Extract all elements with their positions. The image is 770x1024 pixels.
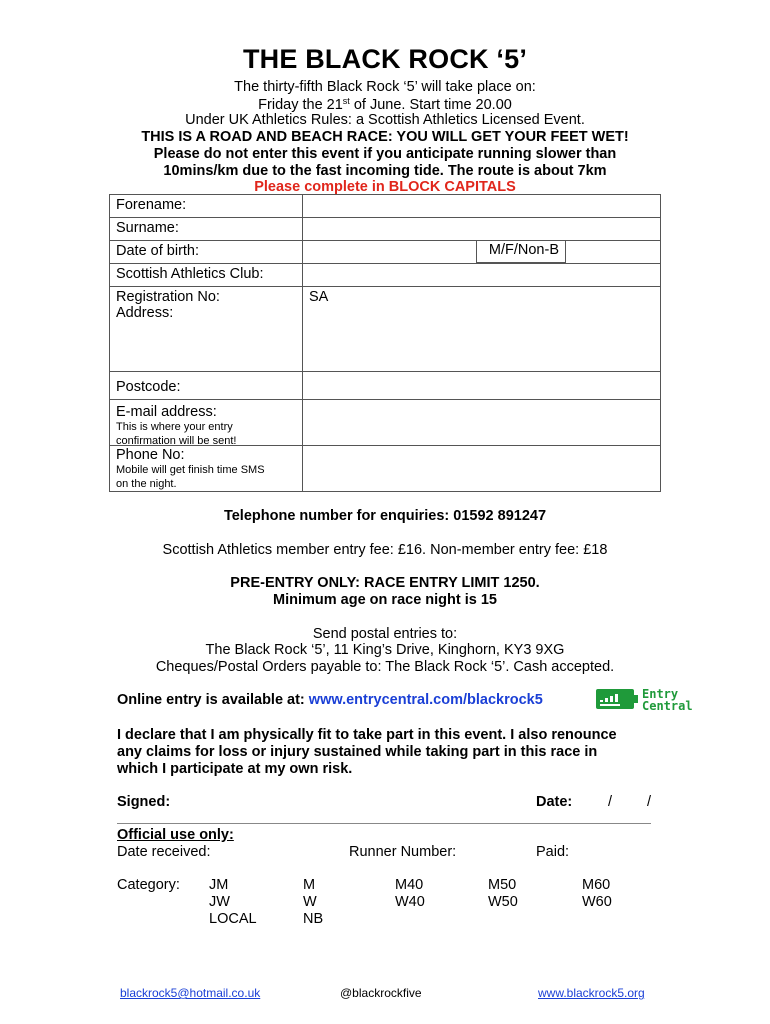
logo-text-entry: Entry [642, 687, 679, 701]
address-label: Address: [116, 305, 174, 321]
category-jm: JM [209, 877, 229, 893]
pace-warning-2: 10mins/km due to the fast incoming tide. The route is about 7km [163, 163, 607, 179]
signature-line[interactable] [117, 823, 651, 824]
forename-row [110, 195, 660, 218]
declaration-line-1: I declare that I am physically fit to take part in this event. I also renounce [117, 727, 617, 743]
date-slash-1: / [608, 794, 613, 810]
phone-row [110, 446, 660, 491]
official-use-heading: Official use only: [117, 827, 234, 843]
phone-field[interactable] [303, 446, 660, 491]
declaration-line-2: any claims for loss or injury sustained while taking part in this race in [117, 744, 598, 760]
registration-label: Registration No: [116, 289, 220, 305]
surname-label: Surname: [110, 218, 303, 240]
signed-label: Signed: [117, 794, 171, 810]
enquiries-telephone: Telephone number for enquiries: 01592 891247 [223, 508, 547, 524]
category-nb: NB [303, 911, 324, 927]
footer-email-link[interactable]: blackrock5@hotmail.co.uk [120, 986, 261, 1000]
address-field[interactable] [303, 287, 660, 371]
pace-warning-1: Please do not enter this event if you anticipate running slower than [153, 146, 617, 162]
category-label: Category: [117, 877, 180, 893]
club-label: Scottish Athletics Club: [110, 264, 303, 286]
block-capitals-note: Please complete in BLOCK CAPITALS [254, 179, 516, 195]
runner-number-label: Runner Number: [349, 844, 457, 860]
postcode-label: Postcode: [110, 372, 303, 399]
dob-row [110, 241, 660, 264]
email-field[interactable] [303, 400, 660, 445]
page-title: THE BLACK ROCK ‘5’ [242, 44, 528, 74]
email-label-cell [110, 400, 303, 445]
dob-label: Date of birth: [110, 241, 303, 263]
declaration [117, 727, 617, 778]
email-label: E-mail address: [116, 404, 217, 420]
postcode-row [110, 372, 660, 400]
postal-address: The Black Rock ‘5’, 11 King’s Drive, Kinghorn, KY3 9XG [205, 642, 565, 658]
event-date-line: Friday the 21st of June. Start time 20.00 [258, 96, 512, 113]
surname-field[interactable] [303, 218, 660, 240]
surname-row [110, 218, 660, 241]
minimum-age: Minimum age on race night is 15 [273, 592, 497, 608]
phone-label-cell [110, 446, 303, 491]
email-note-2: confirmation will be sent! [116, 435, 237, 447]
forename-field[interactable] [303, 195, 660, 217]
date-label: Date: [536, 794, 573, 810]
category-column-3 [395, 877, 425, 911]
event-info-line: The thirty-fifth Black Rock ‘5’ will take place on: [234, 79, 536, 95]
category-m50: M50 [488, 877, 517, 893]
logo-text-central: Central [642, 699, 693, 712]
club-row [110, 264, 660, 287]
pre-entry-limit: PRE-ENTRY ONLY: RACE ENTRY LIMIT 1250. [230, 575, 540, 591]
online-entry-label: Online entry is available at: [117, 692, 309, 708]
category-w40: W40 [395, 894, 425, 910]
category-w: W [303, 894, 317, 910]
date-received-label: Date received: [117, 844, 211, 860]
registration-prefix: SA [309, 289, 329, 305]
phone-note-2: on the night. [116, 478, 177, 490]
forename-label: Forename: [110, 195, 303, 217]
category-column-2 [303, 877, 323, 928]
category-m60: M60 [582, 877, 611, 893]
phone-label: Phone No: [116, 447, 185, 463]
race-warning: THIS IS A ROAD AND BEACH RACE: YOU WILL GET YOUR FEET WET! [141, 129, 629, 145]
event-rules-line: Under UK Athletics Rules: a Scottish Athletics Licensed Event. [185, 112, 585, 128]
club-field[interactable] [303, 264, 660, 286]
footer-website-link[interactable]: www.blackrock5.org [538, 986, 645, 1000]
category-m: M [303, 877, 316, 893]
category-column-5 [582, 877, 612, 911]
payment-info: Cheques/Postal Orders payable to: The Black Rock ‘5’. Cash accepted. [155, 659, 615, 675]
postcode-field[interactable] [303, 372, 660, 399]
category-column-4 [488, 877, 518, 911]
category-jw: JW [209, 894, 230, 910]
sex-field[interactable]: M/F/Non-B [476, 240, 566, 263]
entry-central-logo [594, 686, 712, 712]
footer-twitter-handle: @blackrockfive [340, 986, 422, 1000]
category-w50: W50 [488, 894, 518, 910]
email-row [110, 400, 660, 446]
registration-address-row [110, 287, 660, 372]
category-local: LOCAL [209, 911, 257, 927]
email-note-1: This is where your entry [116, 421, 233, 433]
paid-label: Paid: [536, 844, 570, 860]
online-entry [117, 692, 543, 708]
postal-heading: Send postal entries to: [312, 626, 458, 642]
entry-form [109, 194, 661, 492]
category-m40: M40 [395, 877, 424, 893]
dob-field[interactable] [303, 241, 660, 263]
entry-central-logo-icon [594, 686, 712, 712]
phone-note-1: Mobile will get finish time SMS [116, 464, 265, 476]
registration-address-label [110, 287, 303, 371]
category-w60: W60 [582, 894, 612, 910]
category-column-1 [209, 877, 257, 928]
entry-fees: Scottish Athletics member entry fee: £16. Non-member entry fee: £18 [162, 542, 608, 558]
online-entry-link[interactable]: www.entrycentral.com/blackrock5 [308, 692, 543, 708]
declaration-line-3: which I participate at my own risk. [117, 761, 353, 777]
date-slash-2: / [647, 794, 652, 810]
